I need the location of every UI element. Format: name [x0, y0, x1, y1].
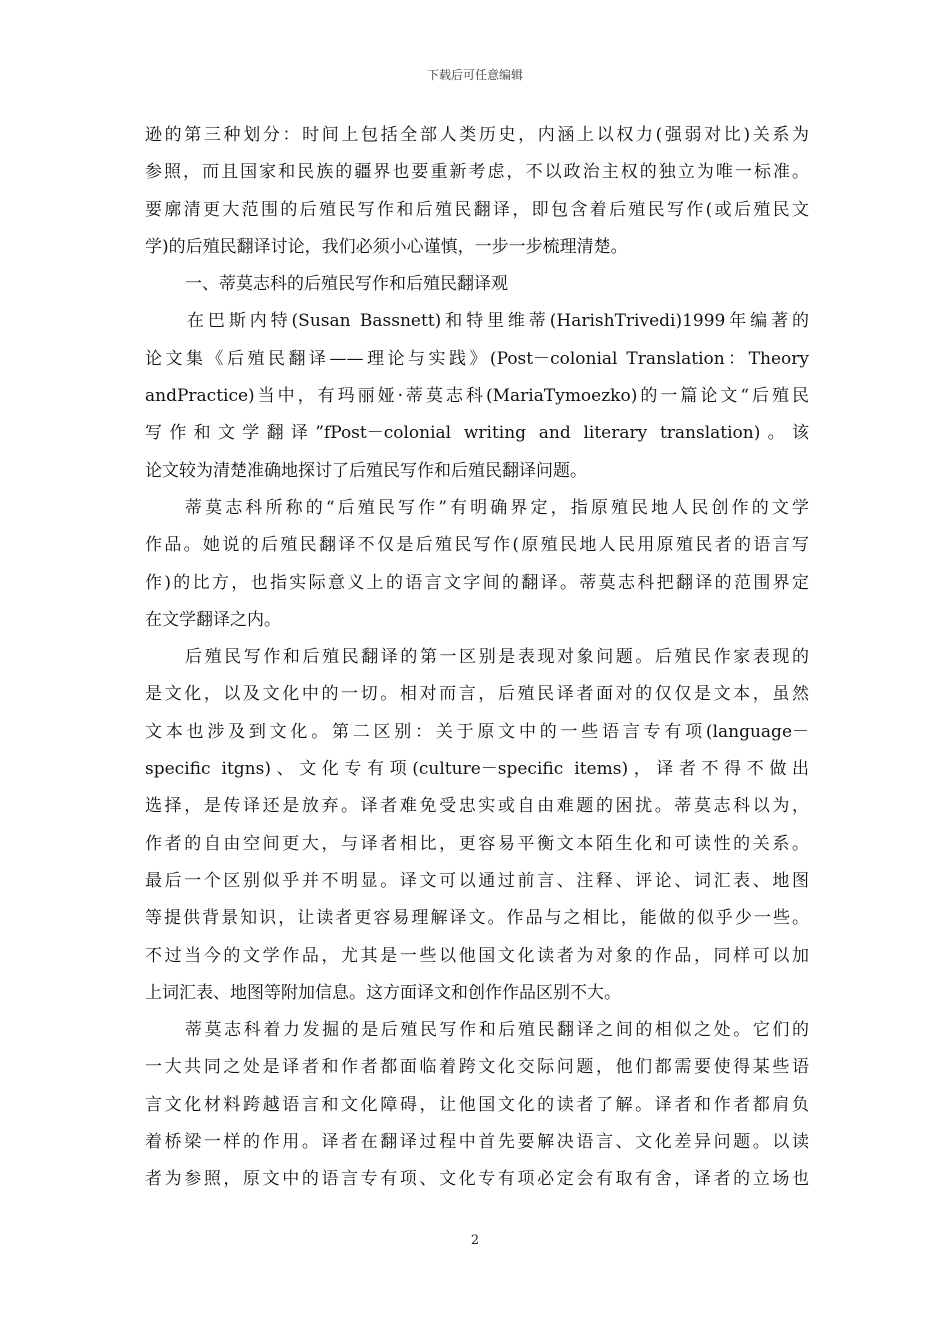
page-number: 2	[470, 1233, 480, 1248]
text-line: 蒂莫志科所称的“后殖民写作”有明确界定，指原殖民地人民创作的文学	[185, 497, 809, 518]
text-line: 蒂莫志科着力发掘的是后殖民写作和后殖民翻译之间的相似之处。它们的	[185, 1020, 809, 1041]
text-line: 论文集《后殖民翻译——理论与实践》(Post－colonial Translation：Theory	[145, 348, 809, 369]
text-line: 作)的比方，也指实际意义上的语言文字间的翻译。蒂莫志科把翻译的范围界定	[145, 572, 809, 593]
text-line: 作品。她说的后殖民翻译不仅是后殖民写作(原殖民地人民用原殖民者的语言写	[145, 535, 809, 556]
text-line: 是文化，以及文化中的一切。相对而言，后殖民译者面对的仅仅是文本，虽然	[145, 684, 809, 705]
text-line: 后殖民写作和后殖民翻译的第一区别是表现对象问题。后殖民作家表现的	[185, 647, 809, 668]
text-line: 逊的第三种划分：时间上包括全部人类历史，内涵上以权力(强弱对比)关系为	[145, 125, 809, 145]
text-line: andPractice)当中，有玛丽娅·蒂莫志科(MariaTymoezko)的一篇论文“后殖民	[145, 386, 809, 407]
text-line: 参照，而且国家和民族的疆界也要重新考虑，不以政治主权的独立为唯一标准。	[145, 162, 809, 183]
text-line: 一大共同之处是译者和作者都面临着跨文化交际问题，他们都需要使得某些语	[145, 1057, 809, 1078]
page-header: 下载后可任意编辑	[426, 68, 523, 82]
text-line: 在巴斯内特(Susan Bassnett)和特里维蒂(HarishTrivedi)1999年编著的	[187, 311, 809, 332]
text-line: 文本也涉及到文化。第二区别：关于原文中的一些语言专有项(language－	[145, 721, 809, 742]
text-line: 不过当今的文学作品，尤其是一些以他国文化读者为对象的作品，同样可以加	[145, 945, 809, 966]
text-line: 论文较为清楚准确地探讨了后殖民写作和后殖民翻译问题。	[145, 460, 587, 481]
text-line: 上词汇表、地图等附加信息。这方面译文和创作作品区别不大。	[145, 982, 621, 1003]
text-line: 要廓清更大范围的后殖民写作和后殖民翻译，即包含着后殖民写作(或后殖民文	[145, 199, 809, 220]
text-line: 学)的后殖民翻译讨论，我们必须小心谨慎，一步一步梳理清楚。	[145, 236, 628, 257]
text-line: specific itgns)、文化专有项(culture－specific items)，译者不得不做出	[145, 759, 809, 780]
text-line: 着桥梁一样的作用。译者在翻译过程中首先要解决语言、文化差异问题。以读	[145, 1132, 809, 1153]
text-line: 者为参照，原文中的语言专有项、文化专有项必定会有取有舍，译者的立场也	[145, 1169, 809, 1190]
text-line: 作者的自由空间更大，与译者相比，更容易平衡文本陌生化和可读性的关系。	[145, 833, 809, 854]
text-line: 等提供背景知识，让读者更容易理解译文。作品与之相比，能做的似乎少一些。	[145, 908, 809, 929]
text-line: 最后一个区别似乎并不明显。译文可以通过前言、注释、评论、词汇表、地图	[145, 870, 809, 891]
text-line: 在文学翻译之内。	[145, 609, 281, 630]
section-heading: 一、蒂莫志科的后殖民写作和后殖民翻译观	[185, 274, 508, 295]
document-body	[145, 117, 809, 1199]
text-line: 言文化材料跨越语言和文化障碍，让他国文化的读者了解。译者和作者都肩负	[145, 1094, 809, 1115]
text-line: 选择，是传译还是放弃。译者难免受忠实或自由难题的困扰。蒂莫志科以为，	[145, 796, 809, 817]
text-line: 写作和文学翻译”fPost－colonial writing and literary translation)。该	[145, 423, 809, 444]
